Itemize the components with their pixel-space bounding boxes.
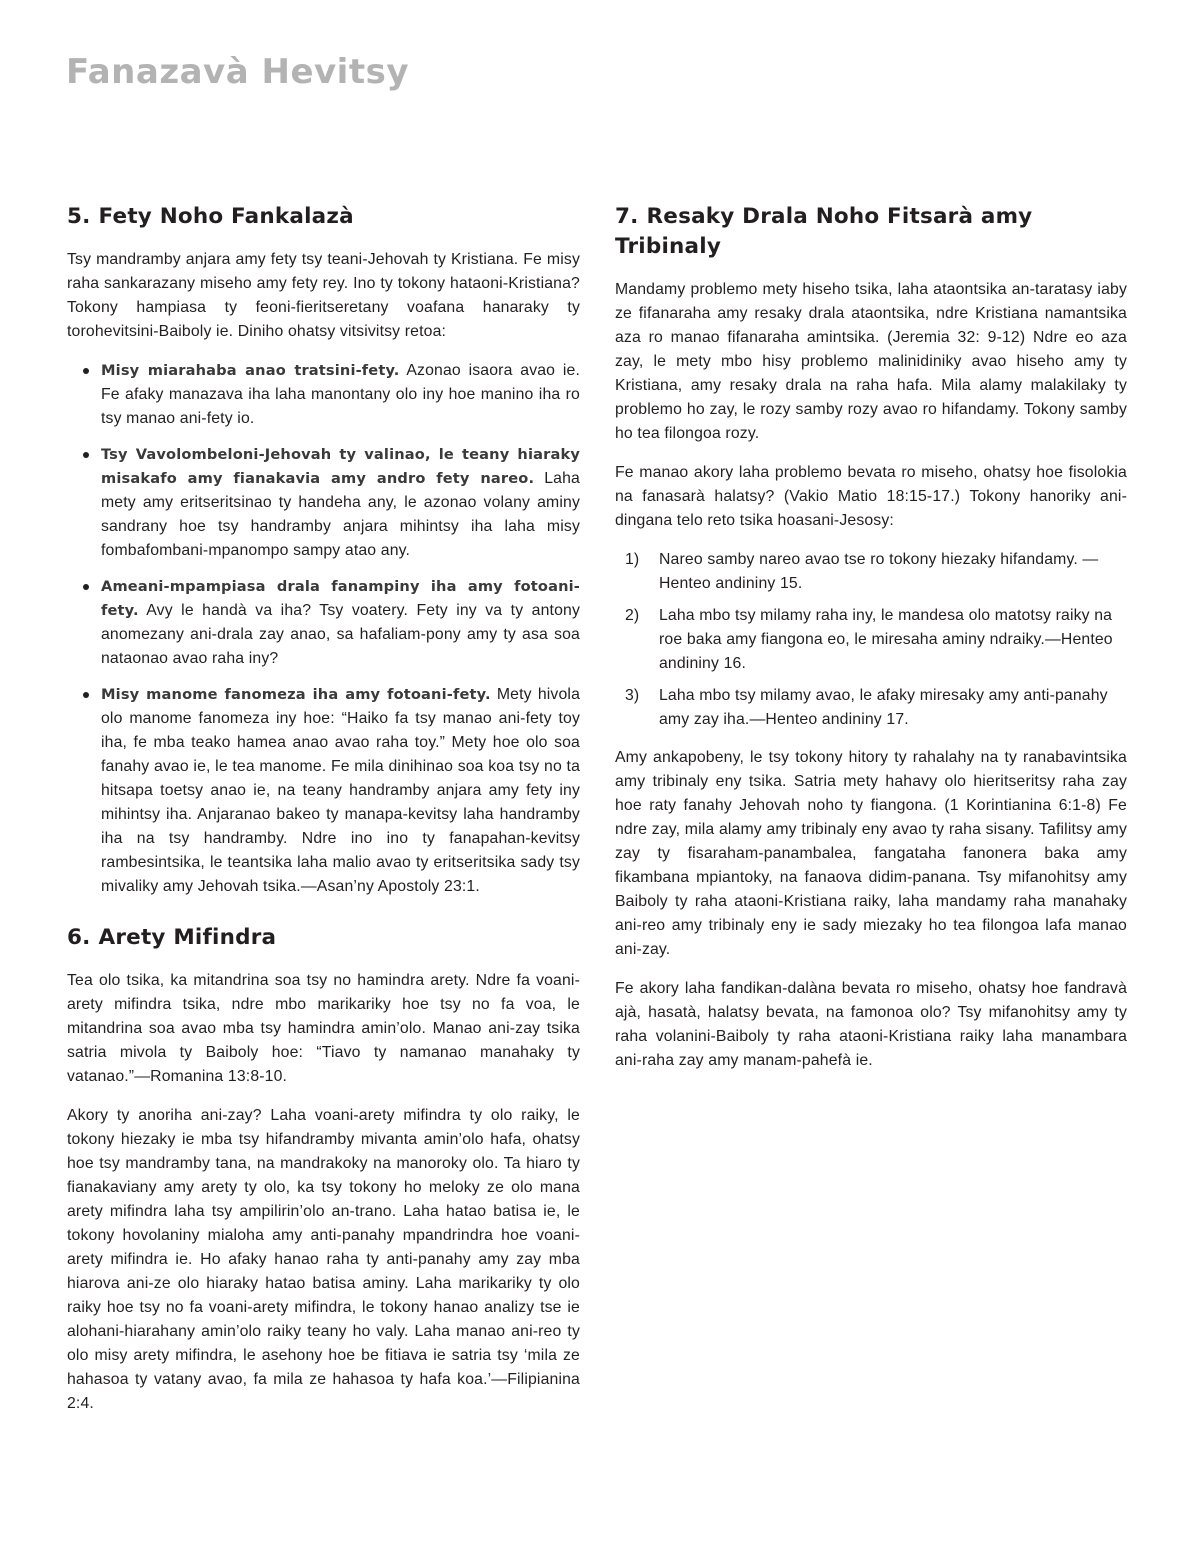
section-number: 6. [67,925,91,950]
section-7-steps-list [615,548,1127,732]
step-item [625,684,1127,732]
step-item [625,604,1127,676]
section-title: Arety Mifindra [98,925,277,950]
right-column [615,202,1127,1097]
step-text: Laha mbo tsy milamy raha iny, le mandesa olo matotsy raiky na roe baka amy fiangona eo, le miresaha aminy ndraiky.—Henteo andininy 16. [659,607,1113,672]
step-number: 2) [625,607,640,624]
section-5 [67,202,580,899]
bullet-dot-icon [83,368,89,374]
step-number: 3) [625,687,640,704]
section-5-intro: Tsy mandramby anjara amy fety tsy teani-Jehovah ty Kristiana. Fe misy raha sankarazany miseho amy fety rey. Ino ty tokony hataoni-Kristiana? Tokony hampiasa ty feoni-fieritseretany voafana hanaraky ty torohevitsini-Baiboly ie. Diniho ohatsy vitsivitsy retoa: [67,251,580,340]
step-text: Laha mbo tsy milamy avao, le afaky miresaky amy anti-panahy amy zay iha.—Henteo andininy 17. [659,687,1108,728]
section-6-heading [67,923,580,953]
bullet-text: Azonao isaora avao ie. Fe afaky manazava iha laha manontany olo iny hoe manino iha ro tsy manao ani-fety io. [101,362,580,427]
section-7-paragraph: Amy ankapobeny, le tsy tokony hitory ty rahalahy na ty ranabavintsika amy tribinaly eny tsika. Satria mety hahavy olo hieritseritsy raha zay hoe raty fanahy Jehovah noho ty fiangona. (1 Korintianina 6:1-8) Fe ndre zay, mila alamy amy tribinaly eny avao ty raha sisany. Tafilitsy amy zay ty fisaraham-panambalea, fangataha fanonera baka amy fikambana mpiantoky, na fanaova didim-panana. Tsy mifanohitsy amy Baiboly ty raha ataoni-Kristiana raiky, laha mandamy raha manahaky ani-reo amy tribinaly eny ie sady miezaky ho tea filongoa lafa manao ani-zay. [615,749,1127,958]
step-item [625,548,1127,596]
left-column [67,202,580,1440]
section-7-paragraph: Fe manao akory laha problemo bevata ro miseho, ohatsy hoe fisolokia na fanasarà halatsy? (Vakio Matio 18:15-17.) Tokony hanoriky ani-dingana telo reto tsika hoasani-Jesosy: [615,464,1127,529]
bullet-lead: Misy manome fanomeza iha amy fotoani-fety. [101,686,491,703]
bullet-text: Mety hivola olo manome fanomeza iny hoe: “Haiko fa tsy manao ani-fety toy iha, fe mba teako hamea anao avao raha toy.” Mety hoe olo soa fanahy avao ie, le tea manome. Fe mila dinihinao soa koa tsy no ta hitsapa toetsy anao ie, na teany handramby anjara amy fety iny mihintsy iha. Anjaranao bakeo ty manapa-kevitsy laha handramby iha na tsy handramby. Ndre ino ino ty fanapahan-kevitsy rambesintsika, le teantsika laha malio avao ty eritseritsika sady tsy mivaliky amy Jehovah tsika.—Asan’ny Apostoly 23:1. [101,686,581,895]
bullet-item [85,359,580,431]
bullet-dot-icon [83,584,89,590]
section-6-paragraph: Akory ty anoriha ani-zay? Laha voani-arety mifindra ty olo raiky, le tokony hiezaky ie mba tsy hifandramby mivanta amin’olo hafa, ohatsy hoe tsy mandramby tana, na mandrakoky na manoroky olo. Ta hiaro ty fianakaviany amy arety ty olo, ka tsy tokony ho meloky ze olo mana arety mifindra laha tsy ampilirin’olo an-trano. Laha hatao batisa ie, le tokony hovolaniny mialoha amy anti-panahy mpandrindra hoe voani-arety mifindra ie. Ho afaky hanao raha ty anti-panahy amy zay mba hiarova ani-ze olo hiaraky hatao batisa aminy. Laha marikariky ty olo raiky hoe tsy no fa voani-arety mifindra, le tokony hanao analizy tse ie alohani-hiarahany amin’olo raiky teany ho valy. Laha manao ani-reo ty olo misy arety mifindra, le asehony hoe be fitiava ie satria tsy ‘mila ze hahasoa ty vatany avao, fa mila ze hahasoa ty hafa koa.’—Filipianina 2:4. [67,1107,580,1412]
bullet-item [85,443,580,563]
section-7 [615,202,1127,1073]
bullet-dot-icon [83,692,89,698]
section-7-paragraph: Fe akory laha fandikan-dalàna bevata ro miseho, ohatsy hoe fandravà ajà, hasatà, halatsy bevata, na famonoa olo? Tsy mifanohitsy amy ty raha volanini-Baiboly ty raha ataoni-Kristiana raiky laha manambara ani-raha zay amy manam-pahefà ie. [615,980,1127,1069]
bullet-text: Avy le handà va iha? Tsy voatery. Fety iny va ty antony anomezany ani-drala zay anao, sa hafaliam-pony amy ty asa soa nataonao avao raha iny? [101,602,580,667]
step-number: 1) [625,551,640,568]
step-text: Nareo samby nareo avao tse ro tokony hiezaky hifandamy. —Henteo andininy 15. [659,551,1099,592]
section-6 [67,923,580,1416]
bullet-lead: Misy miarahaba anao tratsini-fety. [101,362,400,379]
section-title: Fety Noho Fankalazà [98,204,354,229]
section-5-heading [67,202,580,232]
bullet-text: Laha mety amy eritseritsinao ty handeha any, le azonao volany aminy sandrany hoe tsy handramby anjara mihintsy iha laha misy fombafombani-mpanompo sampy atao any. [101,470,580,559]
section-7-paragraph: Mandamy problemo mety hiseho tsika, laha ataontsika an-taratasy iaby ze fifanaraha amy resaky drala ataontsika, ndre Kristiana namantsika aza ro manao fifanaraha amintsika. (Jeremia 32: 9-12) Ndre eo aza zay, le mety mbo hisy problemo malinidiniky avao hiseho amy ty Kristiana, amy resaky drala na raha hafa. Mila alamy malakilaky ty problemo ho zay, le rozy samby rozy avao ro hifandamy. Tokony samby ho tea filongoa rozy. [615,281,1127,442]
bullet-item [85,683,580,899]
section-title: Resaky Drala Noho Fitsarà amy Tribinaly [615,204,1033,259]
section-number: 5. [67,204,91,229]
page-header-title: Fanazavà Hevitsy [66,52,409,92]
bullet-item [85,575,580,671]
section-7-heading [615,202,1127,262]
section-number: 7. [615,204,639,229]
bullet-lead: Tsy Vavolombeloni-Jehovah ty valinao, le teany hiaraky misakafo amy fianakavia amy andro fety nareo. [101,446,580,487]
section-6-paragraph: Tea olo tsika, ka mitandrina soa tsy no hamindra arety. Ndre fa voani-arety mifindra tsika, ndre mbo marikariky hoe tsy no fa voa, le mitandrina soa avao mba tsy hamindra amin’olo. Manao ani-zay tsika satria mivola ty Baiboly hoe: “Tiavo ty namanao manahaky ty vatanao.”—Romanina 13:8-10. [67,972,580,1085]
bullet-lead: Ameani-mpampiasa drala fanampiny iha amy fotoani-fety. [101,578,580,619]
bullet-dot-icon [83,452,89,458]
section-5-bullet-list [67,359,580,899]
